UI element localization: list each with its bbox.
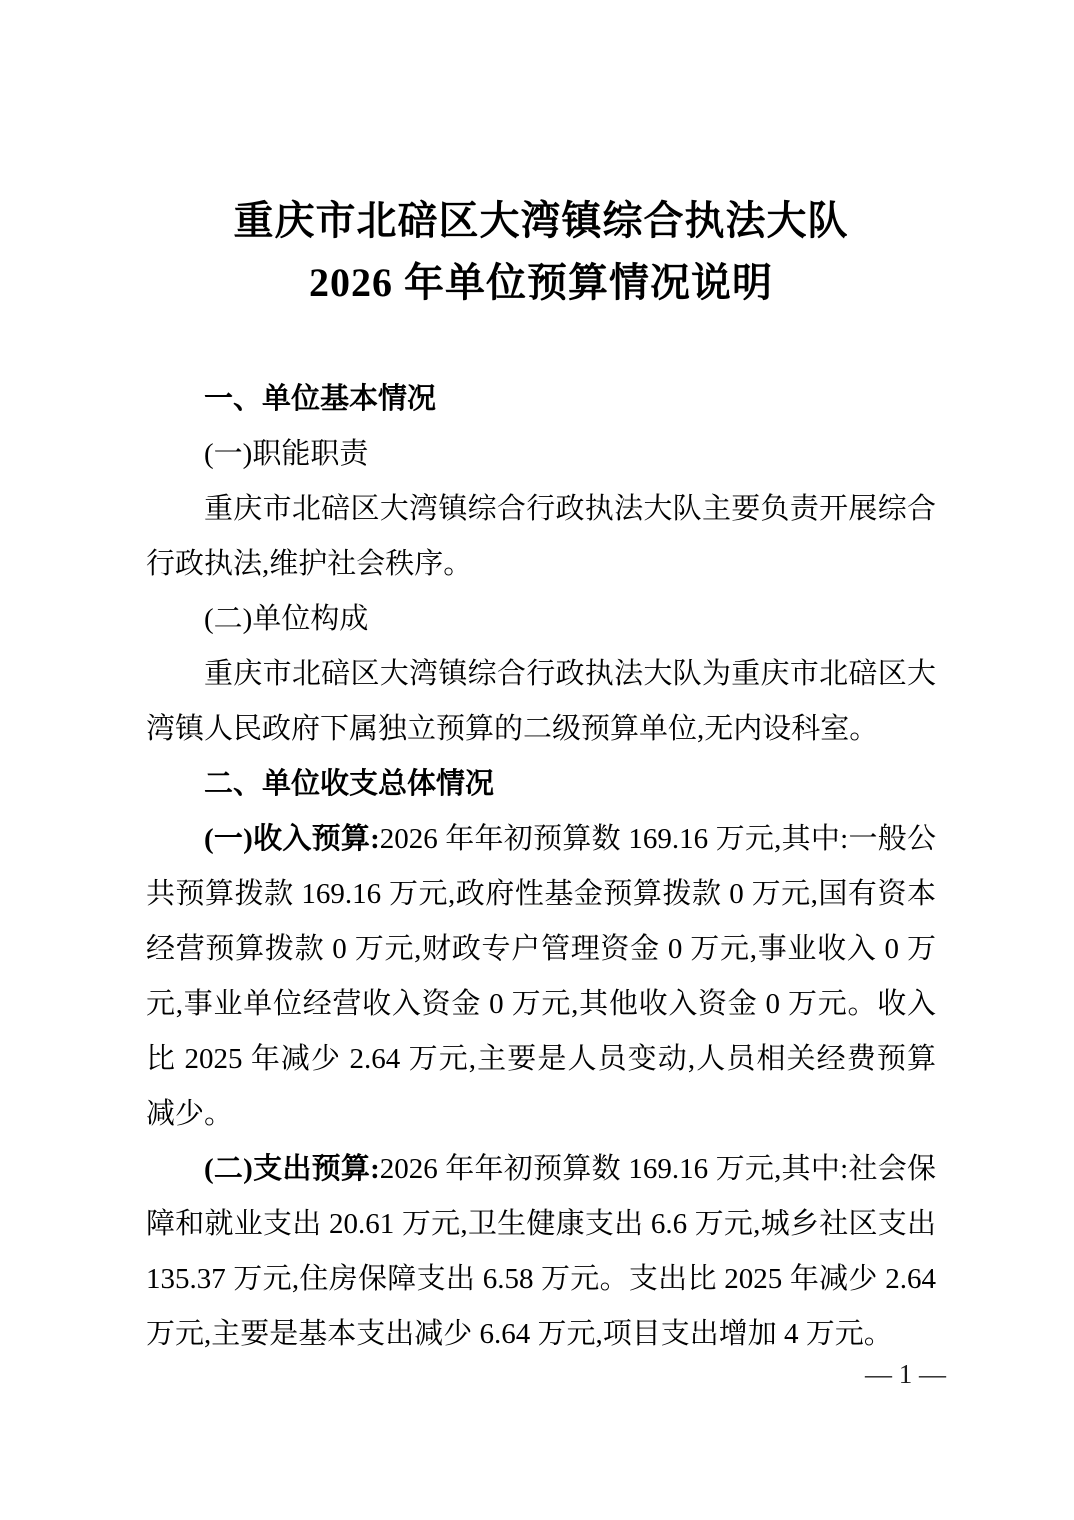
document-title-line2: 2026 年单位预算情况说明 (309, 260, 773, 305)
paragraph-expenditure-budget (146, 1142, 936, 1362)
page-number: — 1 — (865, 1359, 946, 1389)
paragraph-income-budget (146, 812, 936, 1142)
subsection-heading-composition: (二)单位构成 (204, 603, 369, 635)
section-heading-basic-info: 一、单位基本情况 (204, 383, 437, 415)
expenditure-budget-text: 2026 年年初预算数 169.16 万元,其中:社会保障和就业支出 20.61 万元,卫生健康支出 6.6 万元,城乡社区支出 135.37 万元,住房保障支出 6.58 万元。支出比 2025 年减少 2.64 万元,主要是基本支出减少 6.64 万元,项目支出增加 4 万元。 (146, 1153, 936, 1350)
document-body (146, 372, 936, 1362)
section-heading-revenue-expenditure: 二、单位收支总体情况 (204, 768, 495, 800)
document-title-line1: 重庆市北碚区大湾镇综合执法大队 (233, 198, 849, 243)
paragraph-functions: 重庆市北碚区大湾镇综合行政执法大队主要负责开展综合行政执法,维护社会秩序。 (146, 493, 936, 580)
income-budget-lead: (一)收入预算: (204, 823, 380, 855)
income-budget-text: 2026 年年初预算数 169.16 万元,其中:一般公共预算拨款 169.16 万元,政府性基金预算拨款 0 万元,国有资本经营预算拨款 0 万元,财政专户管理资金 0 万元,事业收入 0 万元,事业单位经营收入资金 0 万元,其他收入资金 0 万元。收入比 2025 年减少 2.64 万元,主要是人员变动,人员相关经费预算减少。 (146, 823, 936, 1130)
paragraph-composition: 重庆市北碚区大湾镇综合行政执法大队为重庆市北碚区大湾镇人民政府下属独立预算的二级预算单位,无内设科室。 (146, 658, 936, 745)
subsection-heading-functions: (一)职能职责 (204, 438, 369, 470)
expenditure-budget-lead: (二)支出预算: (204, 1153, 380, 1185)
document-title (146, 190, 936, 314)
